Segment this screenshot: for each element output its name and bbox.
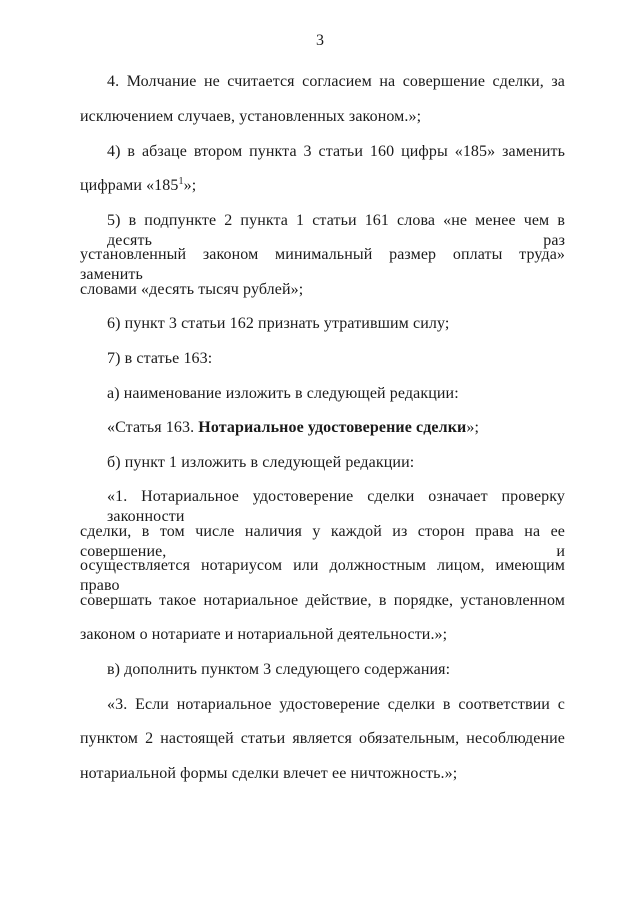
paragraph-line: в) дополнить пунктом 3 следующего содержания: xyxy=(107,661,451,678)
paragraph-line: осуществляется нотариусом или должностным лицом, имеющим право xyxy=(80,557,565,594)
paragraph-line: «3. Если нотариальное удостоверение сделки в соответствии с xyxy=(107,696,565,713)
paragraph-line: сделки, в том числе наличия у каждой из сторон права на ее совершение, и xyxy=(80,523,565,560)
paragraph-line: а) наименование изложить в следующей редакции: xyxy=(107,385,459,402)
text-segment: »; xyxy=(466,419,479,436)
text-segment: «Статья 163. xyxy=(107,419,199,436)
paragraph-line xyxy=(107,418,479,438)
superscript: 1 xyxy=(178,176,184,187)
paragraph-line: пунктом 2 настоящей статьи является обязательным, несоблюдение xyxy=(80,730,565,747)
paragraph-line: 7) в статье 163: xyxy=(107,350,213,367)
paragraph-line: законом о нотариате и нотариальной деятельности.»; xyxy=(80,626,448,643)
text-segment: цифрами «185 xyxy=(80,177,179,194)
paragraph-line: 6) пункт 3 статьи 162 признать утратившим силу; xyxy=(107,315,450,332)
paragraph-line: установленный законом минимальный размер оплаты труда» заменить xyxy=(80,246,565,283)
paragraph-line: нотариальной формы сделки влечет ее ничтожность.»; xyxy=(80,765,458,782)
paragraph-line: словами «десять тысяч рублей»; xyxy=(80,281,304,298)
paragraph-line: «1. Нотариальное удостоверение сделки означает проверку законности xyxy=(107,488,565,525)
paragraph-line: 4) в абзаце втором пункта 3 статьи 160 цифры «185» заменить xyxy=(107,143,565,160)
paragraph-line: б) пункт 1 изложить в следующей редакции: xyxy=(107,454,415,471)
paragraph-line: 5) в подпункте 2 пункта 1 статьи 161 слова «не менее чем в десять раз xyxy=(107,212,565,249)
text-segment: »; xyxy=(183,177,197,194)
paragraph-line: исключением случаев, установленных законом.»; xyxy=(80,108,422,125)
article-title-bold: Нотариальное удостоверение сделки xyxy=(198,419,467,436)
paragraph-line xyxy=(80,176,196,196)
paragraph-line: совершать такое нотариальное действие, в порядке, установленном xyxy=(80,592,565,609)
page-number: 3 xyxy=(316,32,324,49)
paragraph-line: 4. Молчание не считается согласием на совершение сделки, за xyxy=(107,73,565,90)
